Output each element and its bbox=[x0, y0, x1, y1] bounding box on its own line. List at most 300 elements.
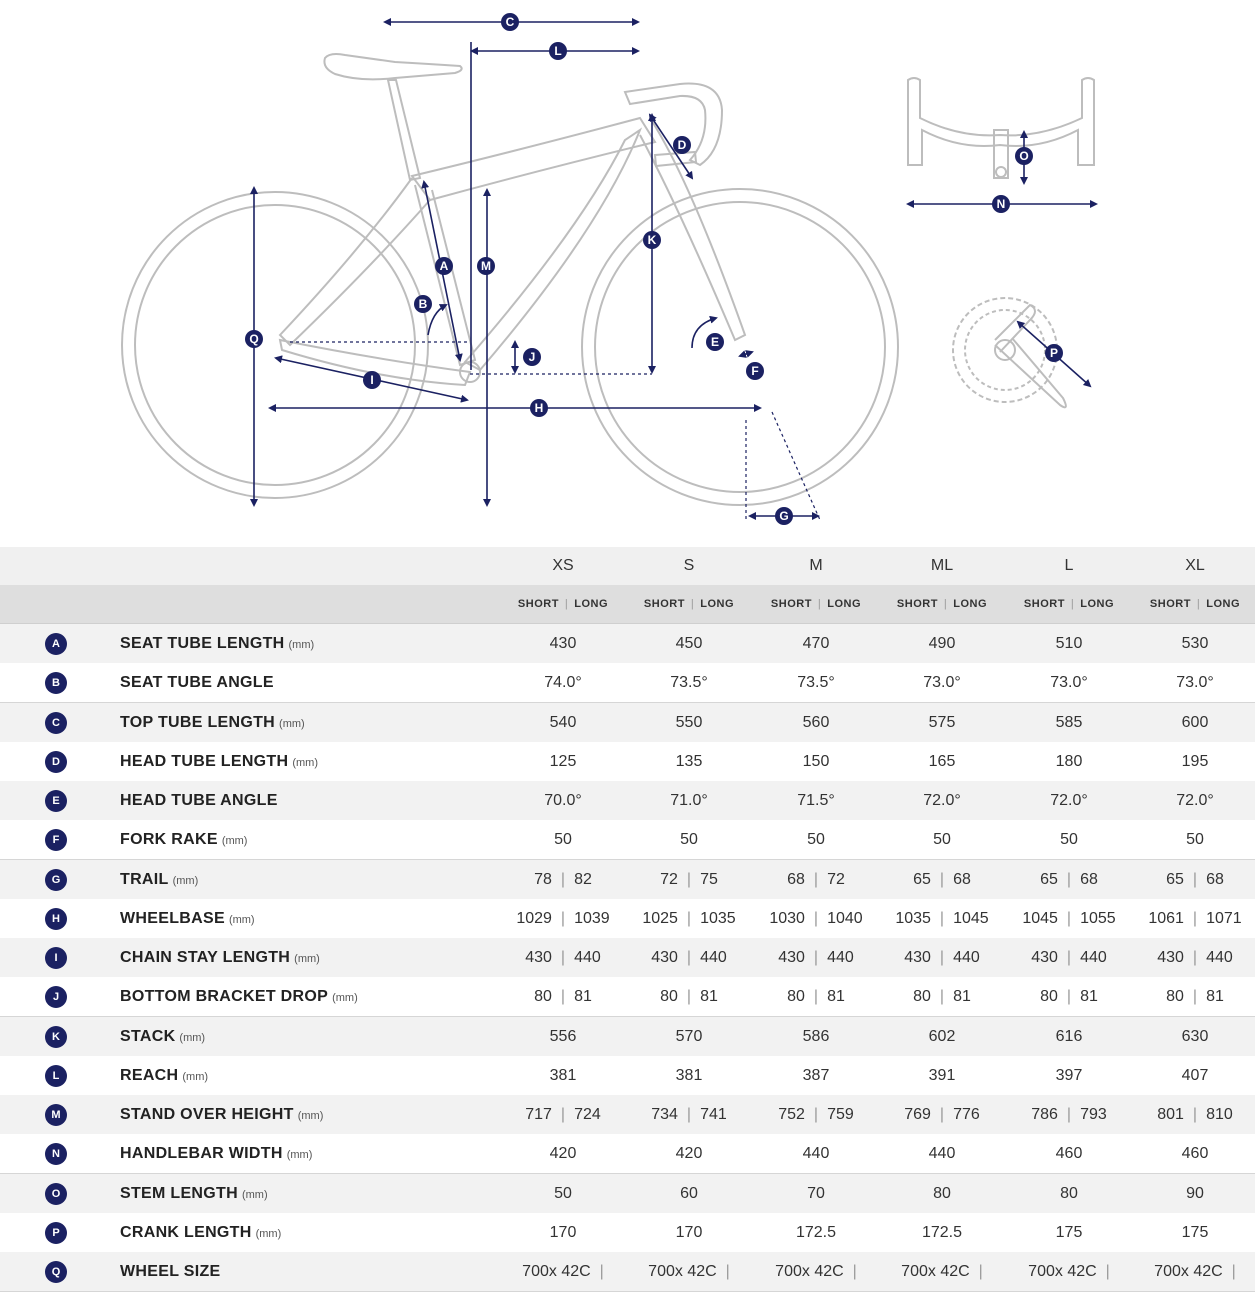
value-cell bbox=[753, 860, 879, 899]
long-value: 1055 bbox=[1080, 910, 1116, 927]
value-cell: 550 bbox=[675, 714, 703, 731]
value-cell: 510 bbox=[1055, 635, 1083, 652]
short-label: SHORT bbox=[770, 598, 812, 610]
long-value: 81 bbox=[700, 988, 718, 1005]
svg-text:A: A bbox=[439, 259, 449, 273]
short-label: SHORT bbox=[517, 598, 559, 610]
svg-text:F: F bbox=[751, 364, 759, 378]
long-value: 81 bbox=[827, 988, 845, 1005]
value-separator: | bbox=[1192, 871, 1198, 888]
value-separator: | bbox=[560, 871, 566, 888]
row-label bbox=[120, 742, 318, 781]
table-row bbox=[0, 1213, 1255, 1253]
value-cell: 73.5° bbox=[670, 674, 708, 691]
row-badge: B bbox=[45, 672, 67, 694]
long-value: 440 bbox=[953, 949, 980, 966]
table-row bbox=[0, 624, 1255, 664]
short-value: 1061 bbox=[1148, 910, 1184, 927]
row-label bbox=[120, 624, 314, 663]
value-separator: | bbox=[813, 949, 819, 966]
size-column-header: S bbox=[683, 557, 695, 574]
long-value: 1071 bbox=[1206, 910, 1242, 927]
value-cell bbox=[879, 1095, 1005, 1134]
short-value: 80 bbox=[1040, 988, 1058, 1005]
value-cell: 381 bbox=[675, 1067, 703, 1084]
value-cell: 470 bbox=[802, 635, 830, 652]
badge-P bbox=[1045, 344, 1063, 362]
value-cell: 586 bbox=[802, 1028, 830, 1045]
value-separator: | bbox=[560, 949, 566, 966]
svg-text:K: K bbox=[647, 233, 657, 247]
row-badge: F bbox=[45, 829, 67, 851]
short-value: 700x 42C bbox=[648, 1263, 717, 1280]
row-label-text: CRANK LENGTH bbox=[120, 1224, 252, 1241]
long-value: 440 bbox=[1206, 949, 1233, 966]
short-value: 65 bbox=[1166, 871, 1184, 888]
row-label bbox=[120, 820, 247, 859]
separator: | bbox=[690, 598, 695, 610]
row-badge: A bbox=[45, 633, 67, 655]
long-value: 793 bbox=[1080, 1106, 1107, 1123]
value-cell: 387 bbox=[802, 1067, 830, 1084]
value-cell: 50 bbox=[554, 831, 572, 848]
row-label bbox=[120, 781, 278, 820]
long-label: LONG bbox=[827, 598, 862, 610]
value-cell: 630 bbox=[1181, 1028, 1209, 1045]
row-label-text: STAND OVER HEIGHT bbox=[120, 1106, 294, 1123]
short-value: 430 bbox=[904, 949, 931, 966]
row-badge: M bbox=[45, 1104, 67, 1126]
value-cell bbox=[500, 860, 626, 899]
value-cell bbox=[500, 938, 626, 977]
long-label: LONG bbox=[1206, 598, 1241, 610]
value-cell bbox=[1006, 1252, 1132, 1291]
row-label-text: WHEEL SIZE bbox=[120, 1263, 221, 1280]
long-value: 440 bbox=[700, 949, 727, 966]
row-badge: J bbox=[45, 986, 67, 1008]
badge-I bbox=[363, 371, 381, 389]
short-value: 430 bbox=[651, 949, 678, 966]
badge-F bbox=[746, 362, 764, 380]
row-label-text: HEAD TUBE ANGLE bbox=[120, 792, 278, 809]
value-cell: 73.0° bbox=[1176, 674, 1214, 691]
value-cell: 602 bbox=[928, 1028, 956, 1045]
table-row bbox=[0, 820, 1255, 860]
row-label bbox=[120, 938, 320, 977]
value-separator: | bbox=[686, 988, 692, 1005]
svg-text:B: B bbox=[418, 297, 428, 311]
short-value: 65 bbox=[1040, 871, 1058, 888]
row-unit: (mm) bbox=[182, 1071, 209, 1083]
row-badge: I bbox=[45, 947, 67, 969]
value-cell: 72.0° bbox=[1176, 792, 1214, 809]
long-label: LONG bbox=[1080, 598, 1115, 610]
value-separator: | bbox=[939, 988, 945, 1005]
short-long-subheader bbox=[1132, 585, 1255, 623]
value-separator: | bbox=[686, 949, 692, 966]
size-column-header: ML bbox=[930, 557, 954, 574]
size-column-header: L bbox=[1064, 557, 1074, 574]
row-unit: (mm) bbox=[221, 835, 248, 847]
short-value: 65 bbox=[913, 871, 931, 888]
row-badge: C bbox=[45, 712, 67, 734]
value-separator: | bbox=[1231, 1263, 1236, 1280]
value-cell: 135 bbox=[675, 753, 703, 770]
value-separator: | bbox=[1192, 1106, 1198, 1123]
bike-geometry-diagram bbox=[0, 0, 1255, 545]
value-cell: 172.5 bbox=[921, 1224, 963, 1241]
value-cell: 616 bbox=[1055, 1028, 1083, 1045]
value-separator: | bbox=[813, 910, 819, 927]
value-cell bbox=[1006, 1095, 1132, 1134]
svg-text:E: E bbox=[710, 335, 720, 349]
row-label bbox=[120, 1174, 268, 1213]
value-cell: 460 bbox=[1055, 1145, 1083, 1162]
value-separator: | bbox=[1105, 1263, 1110, 1280]
row-badge: E bbox=[45, 790, 67, 812]
long-value: 440 bbox=[574, 949, 601, 966]
row-label bbox=[120, 977, 358, 1016]
value-cell: 540 bbox=[549, 714, 577, 731]
value-separator: | bbox=[686, 871, 692, 888]
value-cell: 170 bbox=[675, 1224, 703, 1241]
value-cell: 50 bbox=[1060, 831, 1078, 848]
value-cell: 90 bbox=[1186, 1185, 1204, 1202]
value-cell bbox=[1132, 860, 1255, 899]
table-row bbox=[0, 663, 1255, 703]
value-cell bbox=[1006, 899, 1132, 938]
value-cell: 180 bbox=[1055, 753, 1083, 770]
badge-L bbox=[549, 42, 567, 60]
value-cell: 150 bbox=[802, 753, 830, 770]
row-label-text: CHAIN STAY LENGTH bbox=[120, 949, 291, 966]
row-label bbox=[120, 1017, 205, 1056]
table-row bbox=[0, 1056, 1255, 1096]
svg-text:M: M bbox=[481, 259, 491, 273]
row-unit: (mm) bbox=[286, 1149, 313, 1161]
value-cell bbox=[1132, 1095, 1255, 1134]
svg-text:L: L bbox=[554, 44, 562, 58]
value-cell bbox=[500, 1252, 626, 1291]
value-cell bbox=[500, 1095, 626, 1134]
short-value: 80 bbox=[534, 988, 552, 1005]
short-label: SHORT bbox=[1149, 598, 1191, 610]
value-cell bbox=[626, 1252, 752, 1291]
svg-text:H: H bbox=[534, 401, 544, 415]
row-label bbox=[120, 663, 274, 702]
value-cell: 165 bbox=[928, 753, 956, 770]
long-value: 72 bbox=[827, 871, 845, 888]
svg-text:O: O bbox=[1019, 149, 1029, 163]
value-cell: 74.0° bbox=[544, 674, 582, 691]
value-separator: | bbox=[686, 1106, 692, 1123]
long-value: 81 bbox=[953, 988, 971, 1005]
value-cell bbox=[1132, 977, 1255, 1016]
value-cell: 125 bbox=[549, 753, 577, 770]
geometry-table bbox=[0, 547, 1255, 1280]
value-separator: | bbox=[939, 1106, 945, 1123]
value-cell: 175 bbox=[1181, 1224, 1209, 1241]
table-row bbox=[0, 1174, 1255, 1214]
value-cell: 72.0° bbox=[923, 792, 961, 809]
value-separator: | bbox=[1066, 988, 1072, 1005]
badge-K bbox=[643, 231, 661, 249]
value-cell bbox=[879, 899, 1005, 938]
value-cell: 420 bbox=[549, 1145, 577, 1162]
long-value: 81 bbox=[574, 988, 592, 1005]
short-value: 1045 bbox=[1022, 910, 1058, 927]
value-cell: 70.0° bbox=[544, 792, 582, 809]
value-cell: 50 bbox=[1186, 831, 1204, 848]
value-cell: 575 bbox=[928, 714, 956, 731]
value-separator: | bbox=[1066, 949, 1072, 966]
separator: | bbox=[1196, 598, 1201, 610]
size-header-row bbox=[0, 547, 1255, 585]
value-cell bbox=[1006, 977, 1132, 1016]
badge-B bbox=[414, 295, 432, 313]
long-value: 82 bbox=[574, 871, 592, 888]
value-cell: 73.0° bbox=[1050, 674, 1088, 691]
long-label: LONG bbox=[574, 598, 609, 610]
value-cell bbox=[626, 899, 752, 938]
value-cell bbox=[879, 1252, 1005, 1291]
long-value: 1045 bbox=[953, 910, 989, 927]
row-label bbox=[120, 1056, 208, 1095]
separator: | bbox=[943, 598, 948, 610]
value-cell: 585 bbox=[1055, 714, 1083, 731]
value-separator: | bbox=[1066, 871, 1072, 888]
table-row bbox=[0, 1095, 1255, 1135]
row-label-text: STEM LENGTH bbox=[120, 1185, 238, 1202]
short-label: SHORT bbox=[896, 598, 938, 610]
row-label-text: REACH bbox=[120, 1067, 179, 1084]
row-unit: (mm) bbox=[288, 639, 315, 651]
short-value: 700x 42C bbox=[901, 1263, 970, 1280]
long-value: 1040 bbox=[827, 910, 863, 927]
long-value: 68 bbox=[1206, 871, 1224, 888]
badge-M bbox=[477, 257, 495, 275]
svg-text:N: N bbox=[996, 197, 1006, 211]
row-badge: K bbox=[45, 1026, 67, 1048]
value-cell bbox=[753, 938, 879, 977]
short-value: 700x 42C bbox=[1028, 1263, 1097, 1280]
value-separator: | bbox=[813, 871, 819, 888]
row-badge: Q bbox=[45, 1261, 67, 1283]
long-label: LONG bbox=[953, 598, 988, 610]
value-cell bbox=[626, 938, 752, 977]
value-cell: 490 bbox=[928, 635, 956, 652]
table-row bbox=[0, 781, 1255, 821]
long-value: 724 bbox=[574, 1106, 601, 1123]
value-cell bbox=[626, 977, 752, 1016]
row-label-text: FORK RAKE bbox=[120, 831, 218, 848]
value-separator: | bbox=[599, 1263, 604, 1280]
value-cell: 170 bbox=[549, 1224, 577, 1241]
short-long-subheader bbox=[1006, 585, 1132, 623]
value-separator: | bbox=[1192, 988, 1198, 1005]
value-separator: | bbox=[939, 949, 945, 966]
short-value: 752 bbox=[778, 1106, 805, 1123]
value-cell: 391 bbox=[928, 1067, 956, 1084]
table-row bbox=[0, 703, 1255, 743]
svg-text:Q: Q bbox=[249, 332, 259, 346]
value-cell: 420 bbox=[675, 1145, 703, 1162]
value-separator: | bbox=[813, 988, 819, 1005]
short-value: 80 bbox=[787, 988, 805, 1005]
value-cell: 60 bbox=[680, 1185, 698, 1202]
value-separator: | bbox=[725, 1263, 730, 1280]
badge-A bbox=[435, 257, 453, 275]
badge-C bbox=[501, 13, 519, 31]
short-value: 430 bbox=[525, 949, 552, 966]
value-cell: 50 bbox=[807, 831, 825, 848]
value-cell: 560 bbox=[802, 714, 830, 731]
row-unit: (mm) bbox=[255, 1228, 282, 1240]
value-cell: 175 bbox=[1055, 1224, 1083, 1241]
long-value: 759 bbox=[827, 1106, 854, 1123]
bike-outline bbox=[122, 54, 1094, 505]
value-cell: 50 bbox=[933, 831, 951, 848]
short-long-subheader bbox=[753, 585, 879, 623]
row-label bbox=[120, 899, 255, 938]
value-cell: 70 bbox=[807, 1185, 825, 1202]
value-cell bbox=[626, 860, 752, 899]
row-label-text: SEAT TUBE LENGTH bbox=[120, 635, 285, 652]
row-label-text: WHEELBASE bbox=[120, 910, 225, 927]
value-separator: | bbox=[978, 1263, 983, 1280]
separator: | bbox=[564, 598, 569, 610]
short-long-header-row bbox=[0, 585, 1255, 624]
row-badge: L bbox=[45, 1065, 67, 1087]
short-value: 430 bbox=[1157, 949, 1184, 966]
short-value: 717 bbox=[525, 1106, 552, 1123]
separator: | bbox=[1070, 598, 1075, 610]
size-column-header: M bbox=[809, 557, 823, 574]
value-separator: | bbox=[852, 1263, 857, 1280]
row-badge: G bbox=[45, 869, 67, 891]
badge-D bbox=[673, 136, 691, 154]
value-separator: | bbox=[1192, 910, 1198, 927]
value-separator: | bbox=[1066, 910, 1072, 927]
short-value: 700x 42C bbox=[1154, 1263, 1223, 1280]
row-label-text: TOP TUBE LENGTH bbox=[120, 714, 276, 731]
table-row bbox=[0, 1017, 1255, 1057]
badge-H bbox=[530, 399, 548, 417]
value-cell bbox=[879, 860, 1005, 899]
short-value: 80 bbox=[660, 988, 678, 1005]
value-cell: 600 bbox=[1181, 714, 1209, 731]
row-unit: (mm) bbox=[297, 1110, 324, 1122]
row-label-text: STACK bbox=[120, 1028, 176, 1045]
value-cell: 71.0° bbox=[670, 792, 708, 809]
svg-text:D: D bbox=[677, 138, 687, 152]
short-value: 72 bbox=[660, 871, 678, 888]
value-separator: | bbox=[813, 1106, 819, 1123]
row-label bbox=[120, 1134, 312, 1173]
table-row bbox=[0, 742, 1255, 782]
badge-J bbox=[523, 348, 541, 366]
value-separator: | bbox=[939, 910, 945, 927]
table-row bbox=[0, 1252, 1255, 1292]
row-label-text: HEAD TUBE LENGTH bbox=[120, 753, 289, 770]
value-cell bbox=[1132, 938, 1255, 977]
long-value: 440 bbox=[1080, 949, 1107, 966]
row-unit: (mm) bbox=[332, 992, 358, 1004]
value-cell bbox=[1006, 860, 1132, 899]
svg-text:J: J bbox=[528, 350, 536, 364]
short-long-subheader bbox=[879, 585, 1005, 623]
value-separator: | bbox=[1066, 1106, 1072, 1123]
row-badge: N bbox=[45, 1143, 67, 1165]
badge-Q bbox=[245, 330, 263, 348]
value-cell bbox=[753, 1095, 879, 1134]
value-cell bbox=[500, 977, 626, 1016]
long-value: 810 bbox=[1206, 1106, 1233, 1123]
value-cell: 195 bbox=[1181, 753, 1209, 770]
value-cell: 556 bbox=[549, 1028, 577, 1045]
long-label: LONG bbox=[700, 598, 735, 610]
value-cell: 73.5° bbox=[797, 674, 835, 691]
short-value: 1030 bbox=[769, 910, 805, 927]
short-value: 700x 42C bbox=[522, 1263, 591, 1280]
long-value: 741 bbox=[700, 1106, 727, 1123]
value-separator: | bbox=[560, 910, 566, 927]
short-value: 801 bbox=[1157, 1106, 1184, 1123]
value-cell bbox=[753, 899, 879, 938]
value-cell bbox=[753, 977, 879, 1016]
value-cell: 172.5 bbox=[795, 1224, 837, 1241]
table-row bbox=[0, 860, 1255, 900]
value-separator: | bbox=[939, 871, 945, 888]
row-badge: O bbox=[45, 1183, 67, 1205]
long-value: 440 bbox=[827, 949, 854, 966]
short-value: 68 bbox=[787, 871, 805, 888]
long-value: 1035 bbox=[700, 910, 736, 927]
value-cell: 80 bbox=[933, 1185, 951, 1202]
value-cell: 73.0° bbox=[923, 674, 961, 691]
value-separator: | bbox=[686, 910, 692, 927]
long-value: 776 bbox=[953, 1106, 980, 1123]
row-label-text: BOTTOM BRACKET DROP bbox=[120, 988, 329, 1005]
table-row bbox=[0, 938, 1255, 978]
row-label-text: SEAT TUBE ANGLE bbox=[120, 674, 274, 691]
value-cell: 407 bbox=[1181, 1067, 1209, 1084]
svg-text:C: C bbox=[505, 15, 515, 29]
value-separator: | bbox=[560, 1106, 566, 1123]
row-unit: (mm) bbox=[228, 914, 255, 926]
value-separator: | bbox=[1192, 949, 1198, 966]
short-value: 786 bbox=[1031, 1106, 1058, 1123]
badge-N bbox=[992, 195, 1010, 213]
value-cell: 460 bbox=[1181, 1145, 1209, 1162]
short-value: 734 bbox=[651, 1106, 678, 1123]
badge-G bbox=[775, 507, 793, 525]
size-column-header: XS bbox=[552, 557, 574, 574]
short-value: 769 bbox=[904, 1106, 931, 1123]
short-long-subheader bbox=[626, 585, 752, 623]
long-value: 68 bbox=[1080, 871, 1098, 888]
value-cell bbox=[1132, 899, 1255, 938]
row-label bbox=[120, 1252, 221, 1291]
long-value: 68 bbox=[953, 871, 971, 888]
table-row bbox=[0, 899, 1255, 939]
short-value: 1025 bbox=[642, 910, 678, 927]
separator: | bbox=[817, 598, 822, 610]
badge-E bbox=[706, 333, 724, 351]
short-long-subheader bbox=[500, 585, 626, 623]
svg-text:I: I bbox=[370, 373, 374, 387]
short-value: 430 bbox=[1031, 949, 1058, 966]
